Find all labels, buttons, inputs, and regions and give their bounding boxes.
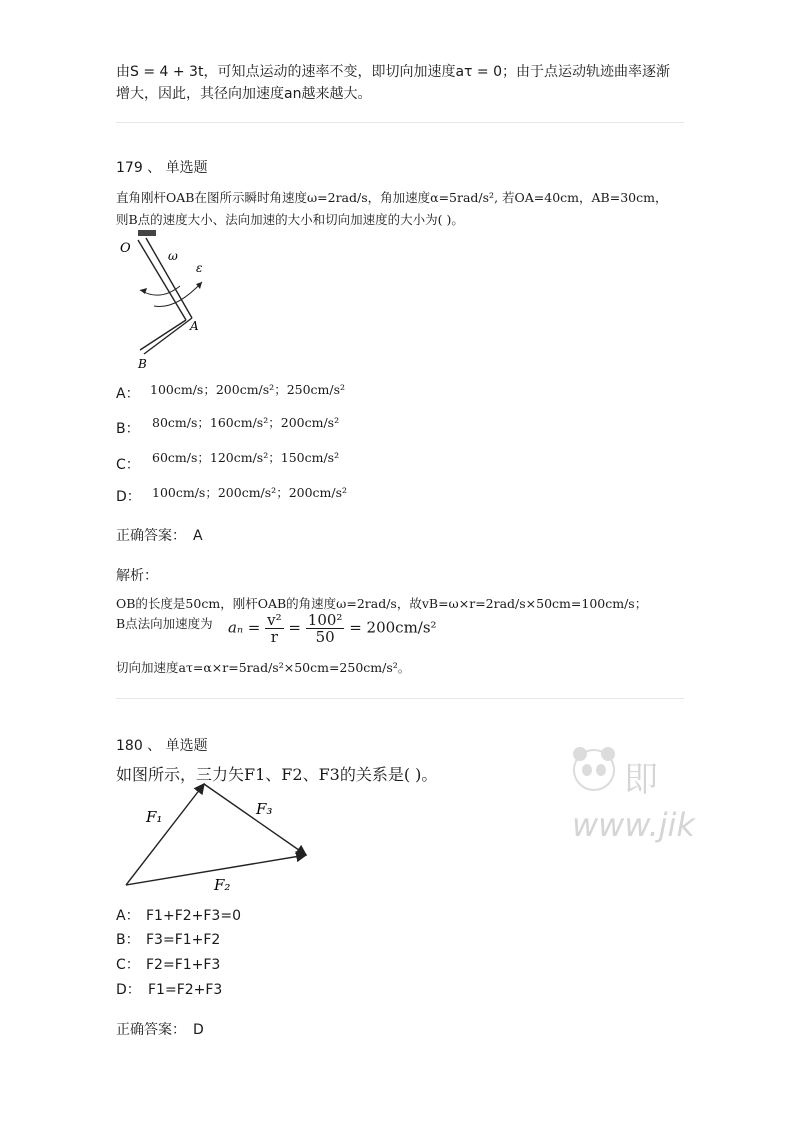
divider [116,122,684,123]
q179-option-d-text[interactable]: 100cm/s；200cm/s²；200cm/s² [152,485,348,500]
frac-2-numerator: 100² [307,611,343,629]
q179-option-a-letter[interactable]: A： [116,386,140,402]
q179-analysis-line-2-prefix: B点法向加速度为 [116,616,213,631]
label-b: B [138,357,147,371]
label-omega: ω [168,249,178,263]
q179-option-b-letter[interactable]: B： [116,421,140,437]
formula-frac-2 [306,612,345,645]
q179-option-d-letter[interactable]: D： [116,489,141,505]
formula-eq: = [288,618,301,637]
q179-answer-label: 正确答案： [116,528,186,544]
q179-analysis-label: 解析： [116,568,158,584]
q179-figure [116,226,226,374]
q180-option-a-letter[interactable]: A： [116,908,140,924]
q180-option-d-text[interactable]: F1=F2+F3 [148,982,223,998]
q180-option-c-text[interactable]: F2=F1+F3 [146,957,221,973]
q180-figure [116,780,316,895]
divider [116,698,684,699]
label-a: A [190,319,199,333]
prev-explanation-line-2: 增大，因此，其径向加速度an越来越大。 [116,86,372,102]
q179-answer-value: A [193,528,203,544]
vector-f1 [126,784,204,885]
q180-answer-value: D [193,1022,204,1038]
q179-formula [228,612,437,645]
formula-rhs: = 200cm/s² [349,618,437,637]
label-epsilon: ε [196,261,203,275]
label-f2: F₂ [214,876,231,894]
q180-stem: 如图所示，三力矢F1、F2、F3的关系是( )。 [116,765,438,784]
q179-option-b-text[interactable]: 80cm/s；160cm/s²；200cm/s² [152,415,340,430]
formula-lhs: aₙ = [228,618,261,637]
q179-header: 179 、 单选题 [116,160,208,176]
watermark-cn: 即 [624,760,658,800]
label-f3: F₃ [256,800,273,818]
label-o: O [120,241,131,256]
fixed-support [138,230,156,236]
q179-stem-line-2: 则B点的速度大小、法向加速的大小和切向加速度的大小为( )。 [116,212,464,227]
q179-stem-line-1: 直角刚杆OAB在图所示瞬时角速度ω=2rad/s，角加速度α=5rad/s², 若OA=40cm，AB=30cm， [116,190,668,205]
frac-1-denominator: r [270,628,278,646]
label-f1: F₁ [146,808,163,826]
formula-frac-1 [265,612,284,645]
q180-option-b-letter[interactable]: B： [116,932,140,948]
prev-explanation-line-1: 由S = 4 + 3t，可知点运动的速率不变，即切向加速度aτ = 0；由于点运动轨迹曲率逐渐 [116,64,670,80]
vector-f3 [204,784,306,855]
q180-header: 180 、 单选题 [116,738,208,754]
q180-option-d-letter[interactable]: D： [116,982,141,998]
q180-option-b-text[interactable]: F3=F1+F2 [146,932,221,948]
q179-analysis-line-3: 切向加速度aτ=α×r=5rad/s²×50cm=250cm/s²。 [116,660,411,675]
q180-option-c-letter[interactable]: C： [116,957,140,973]
q179-analysis-line-1: OB的长度是50cm，刚杆OAB的角速度ω=2rad/s，故vB=ω×r=2rad/s×50cm=100cm/s； [116,596,648,611]
frac-1-numerator: v² [267,611,282,629]
q179-option-a-text[interactable]: 100cm/s；200cm/s²；250cm/s² [150,382,346,397]
frac-2-denominator: 50 [315,628,335,646]
watermark-url: www.jik [572,806,695,844]
q180-option-a-text[interactable]: F1+F2+F3=0 [146,908,241,924]
panda-logo-icon [570,740,618,800]
q180-answer-label: 正确答案： [116,1022,186,1038]
q179-option-c-text[interactable]: 60cm/s；120cm/s²；150cm/s² [152,450,340,465]
q179-option-c-letter[interactable]: C： [116,457,140,473]
